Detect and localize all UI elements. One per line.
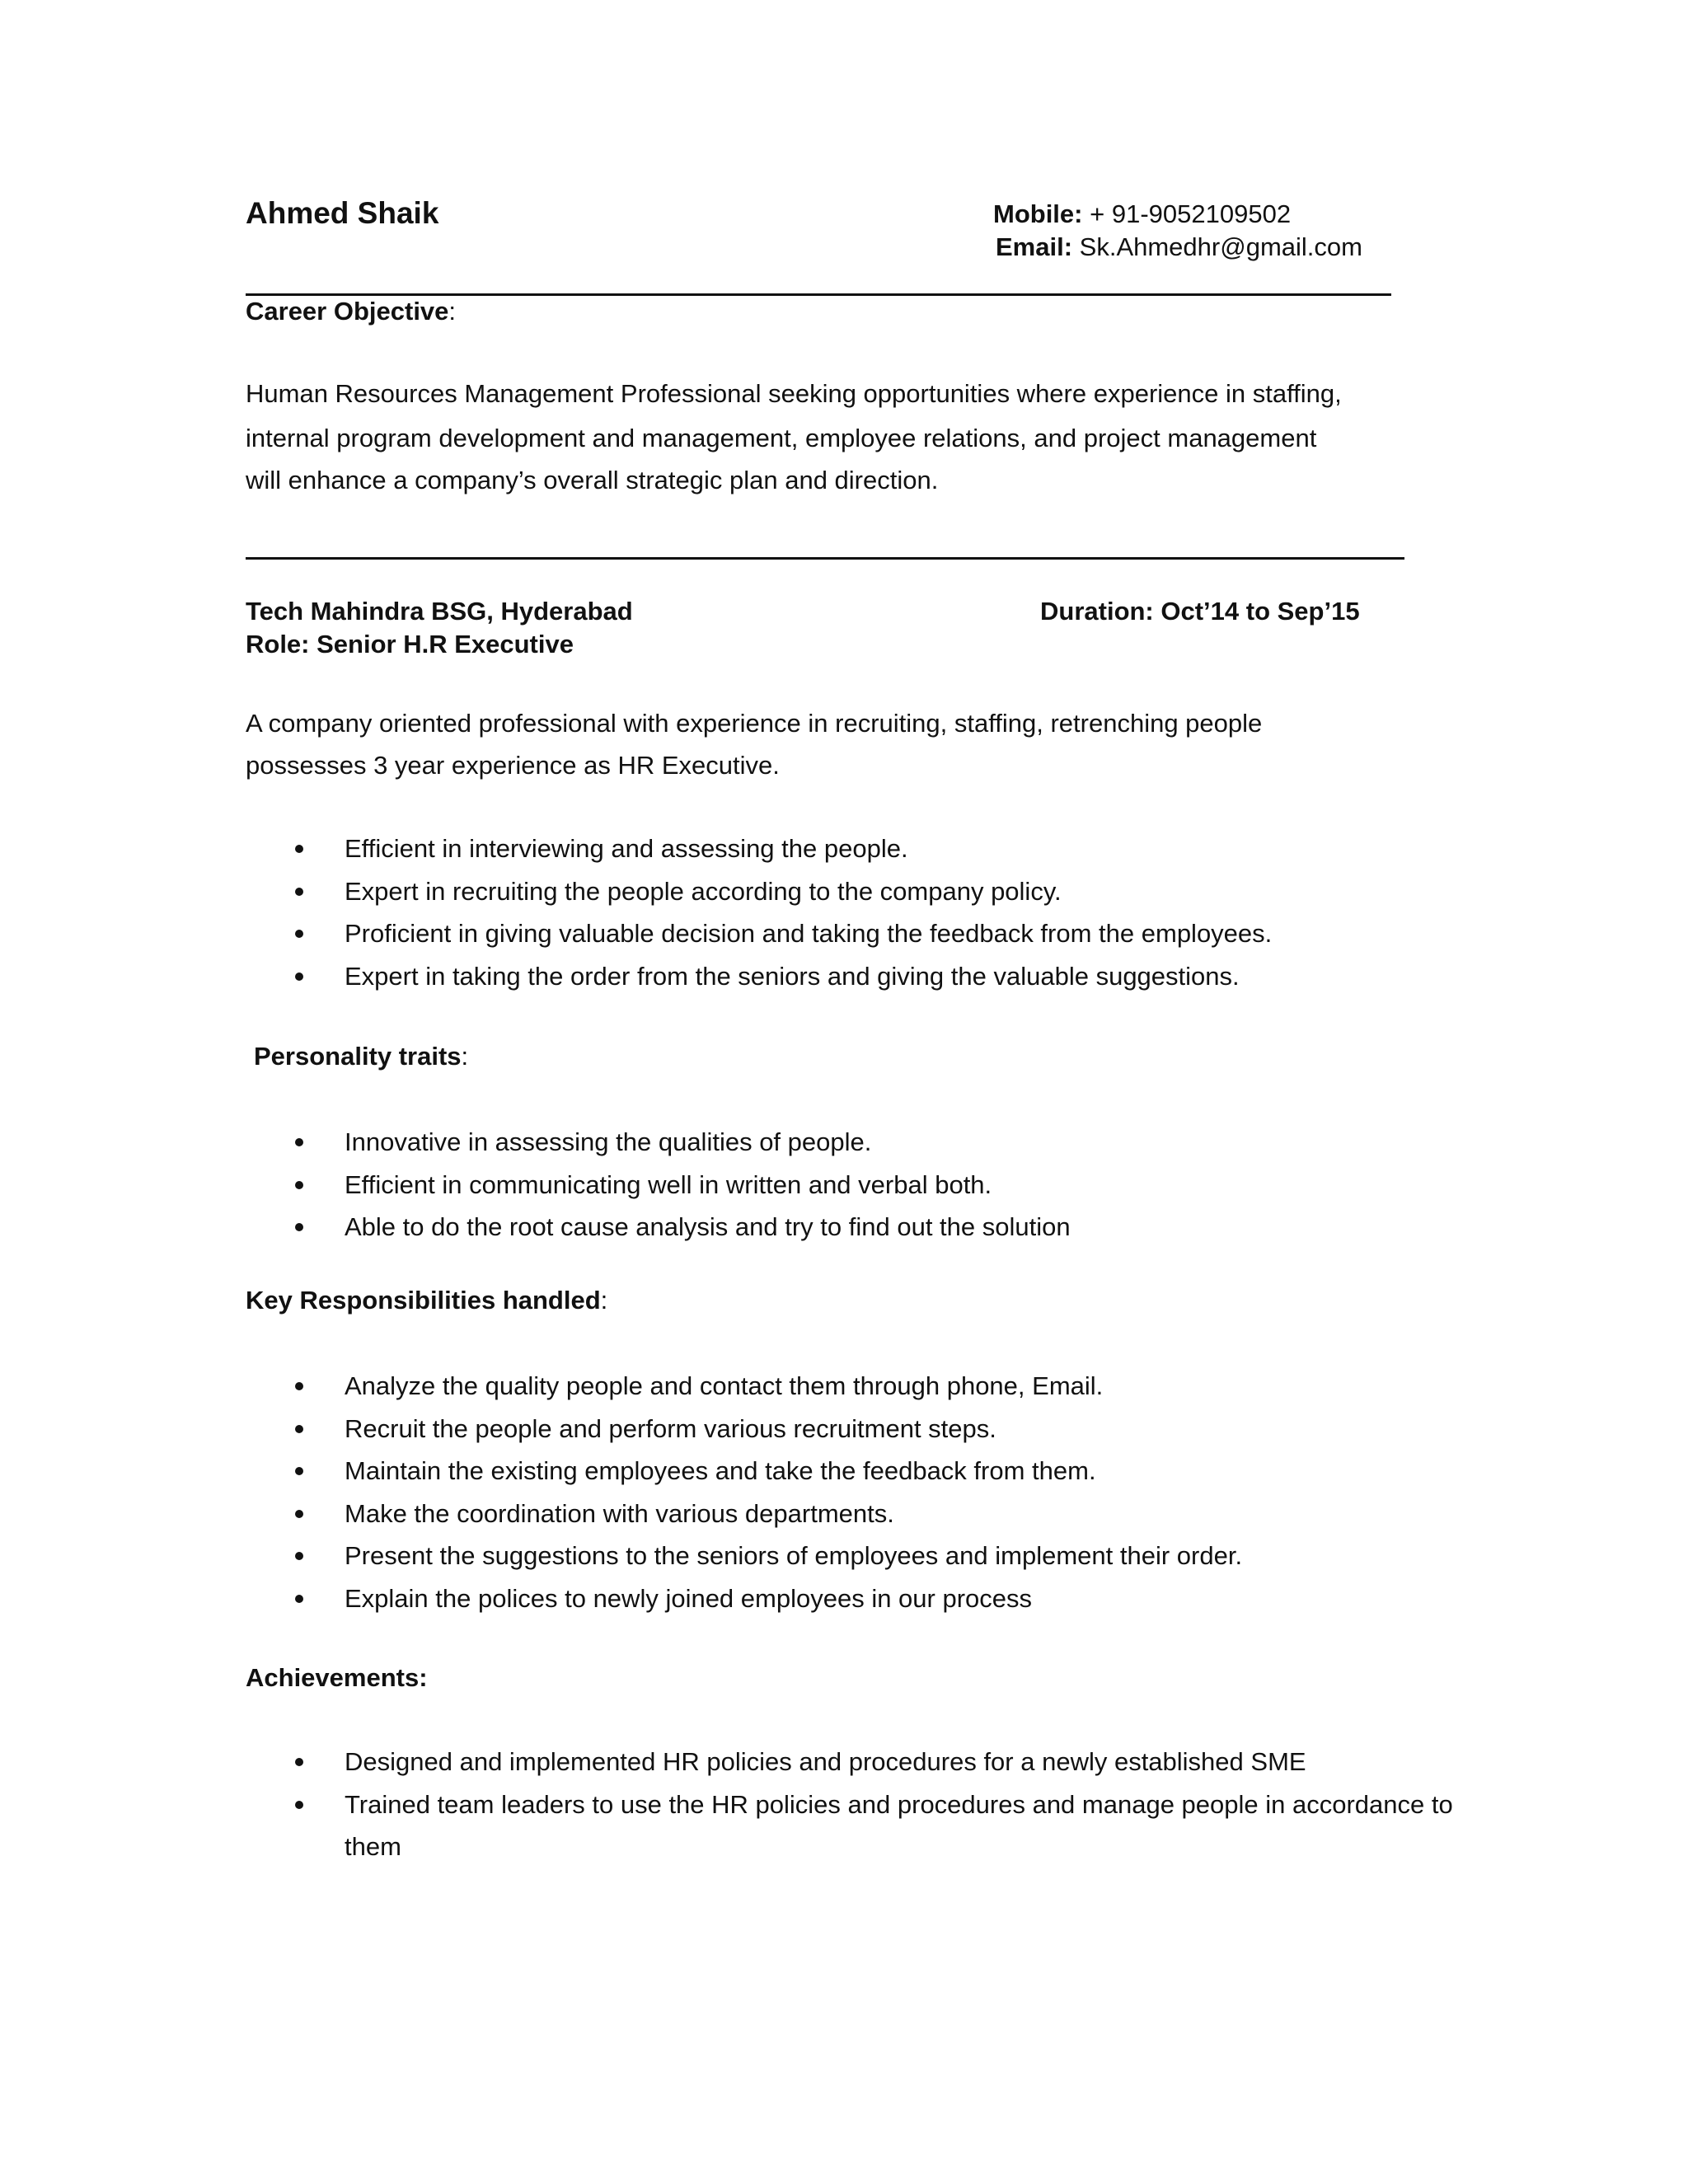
list-item bbox=[246, 1493, 1242, 1535]
achievements-heading: Achievements: bbox=[246, 1663, 428, 1692]
list-item bbox=[246, 1450, 1242, 1493]
heading-colon: : bbox=[461, 1042, 469, 1071]
duration: Duration: Oct’14 to Sep’15 bbox=[1040, 597, 1360, 626]
list-item bbox=[246, 1783, 1482, 1868]
career-objective-text bbox=[246, 373, 1342, 501]
paragraph-line: will enhance a company’s overall strategic plan and direction. bbox=[246, 466, 939, 494]
paragraph-line: possesses 3 year experience as HR Executive. bbox=[246, 751, 780, 780]
bullet-icon bbox=[295, 972, 303, 981]
section-divider bbox=[246, 557, 1404, 560]
company-name: Tech Mahindra BSG, Hyderabad bbox=[246, 597, 633, 626]
list-item bbox=[246, 912, 1272, 955]
bullet-icon bbox=[295, 1758, 303, 1766]
list-item-text: Make the coordination with various departments. bbox=[345, 1498, 894, 1528]
candidate-name: Ahmed Shaik bbox=[246, 196, 439, 230]
list-item-text: Expert in recruiting the people according to the company policy. bbox=[345, 876, 1062, 906]
list-item bbox=[246, 827, 1272, 870]
heading-colon: : bbox=[600, 1286, 608, 1315]
personality-heading-text: Personality traits bbox=[254, 1042, 462, 1071]
mobile-line bbox=[993, 199, 1291, 229]
email-label: Email: bbox=[996, 232, 1073, 261]
paragraph-line: A company oriented professional with experience in recruiting, staffing, retrenching people bbox=[246, 709, 1263, 738]
list-item-text: Trained team leaders to use the HR policies and procedures and manage people in accordance to them bbox=[345, 1789, 1453, 1861]
bullet-icon bbox=[295, 1425, 303, 1433]
bullet-icon bbox=[295, 1552, 303, 1560]
mobile-label: Mobile: bbox=[993, 199, 1083, 228]
email-value: Sk.Ahmedhr@gmail.com bbox=[1079, 232, 1362, 261]
paragraph-line: internal program development and management, employee relations, and project management bbox=[246, 424, 1317, 452]
bullet-icon bbox=[295, 845, 303, 853]
header-divider bbox=[246, 293, 1391, 296]
bullet-icon bbox=[295, 1467, 303, 1475]
list-item bbox=[246, 1741, 1482, 1783]
bullet-icon bbox=[295, 1510, 303, 1518]
personality-bullets bbox=[246, 1121, 1071, 1249]
experience-summary bbox=[246, 702, 1262, 786]
list-item bbox=[246, 1164, 1071, 1207]
mobile-value: + 91-9052109502 bbox=[1090, 199, 1292, 228]
responsibilities-bullets bbox=[246, 1365, 1242, 1619]
email-line bbox=[996, 232, 1362, 262]
list-item-text: Efficient in communicating well in written and verbal both. bbox=[345, 1169, 992, 1199]
list-item-text: Able to do the root cause analysis and try to find out the solution bbox=[345, 1212, 1071, 1241]
list-item bbox=[246, 870, 1272, 913]
bullet-icon bbox=[295, 1595, 303, 1603]
list-item-text: Efficient in interviewing and assessing the people. bbox=[345, 834, 908, 863]
paragraph-line: Human Resources Management Professional seeking opportunities where experience in staffing, bbox=[246, 379, 1342, 408]
responsibilities-heading-text: Key Responsibilities handled bbox=[246, 1286, 601, 1315]
career-objective-heading-text: Career Objective bbox=[246, 297, 449, 326]
bullet-icon bbox=[295, 930, 303, 938]
career-objective-heading bbox=[246, 297, 456, 326]
bullet-icon bbox=[295, 1138, 303, 1146]
list-item-text: Recruit the people and perform various recruitment steps. bbox=[345, 1413, 996, 1443]
bullet-icon bbox=[295, 1382, 303, 1390]
list-item bbox=[246, 1121, 1071, 1164]
list-item-text: Analyze the quality people and contact them through phone, Email. bbox=[345, 1371, 1104, 1400]
heading-colon: : bbox=[448, 297, 457, 326]
list-item-text: Explain the polices to newly joined employees in our process bbox=[345, 1583, 1033, 1613]
bullet-icon bbox=[295, 1181, 303, 1189]
experience-bullets bbox=[246, 827, 1272, 997]
bullet-icon bbox=[295, 1223, 303, 1231]
list-item-text: Maintain the existing employees and take the feedback from them. bbox=[345, 1456, 1096, 1485]
list-item bbox=[246, 1577, 1242, 1620]
list-item bbox=[246, 1408, 1242, 1451]
list-item bbox=[246, 1365, 1242, 1408]
list-item-text: Expert in taking the order from the seniors and giving the valuable suggestions. bbox=[345, 961, 1240, 991]
list-item bbox=[246, 1206, 1071, 1249]
achievements-bullets bbox=[246, 1741, 1482, 1868]
list-item-text: Designed and implemented HR policies and procedures for a newly established SME bbox=[345, 1747, 1306, 1776]
list-item-text: Present the suggestions to the seniors of employees and implement their order. bbox=[345, 1541, 1243, 1570]
list-item bbox=[246, 955, 1272, 998]
list-item-text: Innovative in assessing the qualities of people. bbox=[345, 1127, 872, 1156]
list-item bbox=[246, 1535, 1242, 1577]
bullet-icon bbox=[295, 1801, 303, 1809]
list-item-text: Proficient in giving valuable decision and taking the feedback from the employees. bbox=[345, 919, 1273, 948]
bullet-icon bbox=[295, 888, 303, 896]
personality-heading bbox=[254, 1042, 468, 1071]
responsibilities-heading bbox=[246, 1286, 607, 1315]
role-title: Role: Senior H.R Executive bbox=[246, 630, 574, 658]
